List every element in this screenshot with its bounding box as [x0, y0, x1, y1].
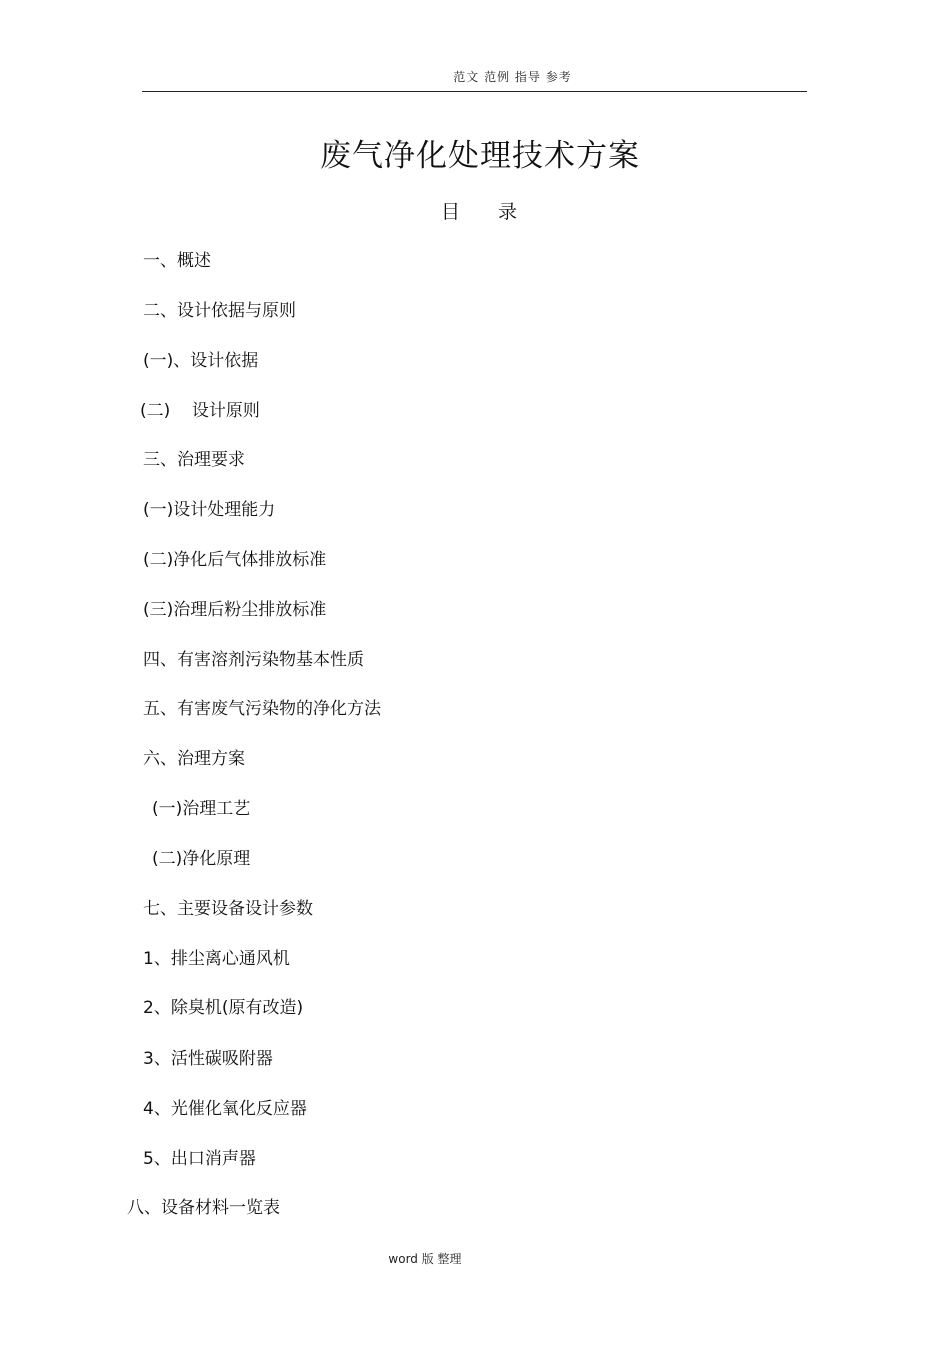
toc-item[interactable]: 八、设备材料一览表: [127, 1198, 280, 1218]
header-rule: [142, 91, 807, 92]
toc-item[interactable]: 5、出口消声器: [143, 1149, 256, 1169]
toc-item[interactable]: 4、光催化氧化反应器: [143, 1099, 307, 1119]
toc-item[interactable]: (一)、设计依据: [143, 351, 259, 371]
document-title: 废气净化处理技术方案: [320, 138, 640, 174]
toc-item[interactable]: (二) 设计原则: [140, 401, 260, 421]
toc-item[interactable]: 3、活性碳吸附器: [143, 1049, 273, 1069]
toc-heading: 目录: [440, 201, 555, 223]
toc-item[interactable]: 四、有害溶剂污染物基本性质: [143, 650, 364, 670]
toc-item[interactable]: 2、除臭机(原有改造): [143, 998, 304, 1018]
toc-item[interactable]: 1、排尘离心通风机: [143, 949, 290, 969]
toc-item[interactable]: 五、有害废气污染物的净化方法: [143, 699, 381, 719]
toc-item[interactable]: 七、主要设备设计参数: [143, 899, 313, 919]
toc-item[interactable]: (二)净化后气体排放标准: [143, 550, 327, 570]
page-footer: word 版 整理: [388, 1252, 462, 1266]
toc-item[interactable]: 六、治理方案: [143, 749, 245, 769]
page-header: 范文 范例 指导 参考: [453, 70, 572, 84]
toc-item[interactable]: (三)治理后粉尘排放标准: [143, 600, 327, 620]
toc-item[interactable]: 三、治理要求: [143, 450, 245, 470]
toc-item[interactable]: (一)治理工艺: [152, 799, 251, 819]
toc-item[interactable]: (二)净化原理: [152, 849, 251, 869]
toc-item[interactable]: 一、概述: [143, 251, 211, 271]
toc-item[interactable]: 二、设计依据与原则: [143, 301, 296, 321]
toc-item[interactable]: (一)设计处理能力: [143, 500, 276, 520]
